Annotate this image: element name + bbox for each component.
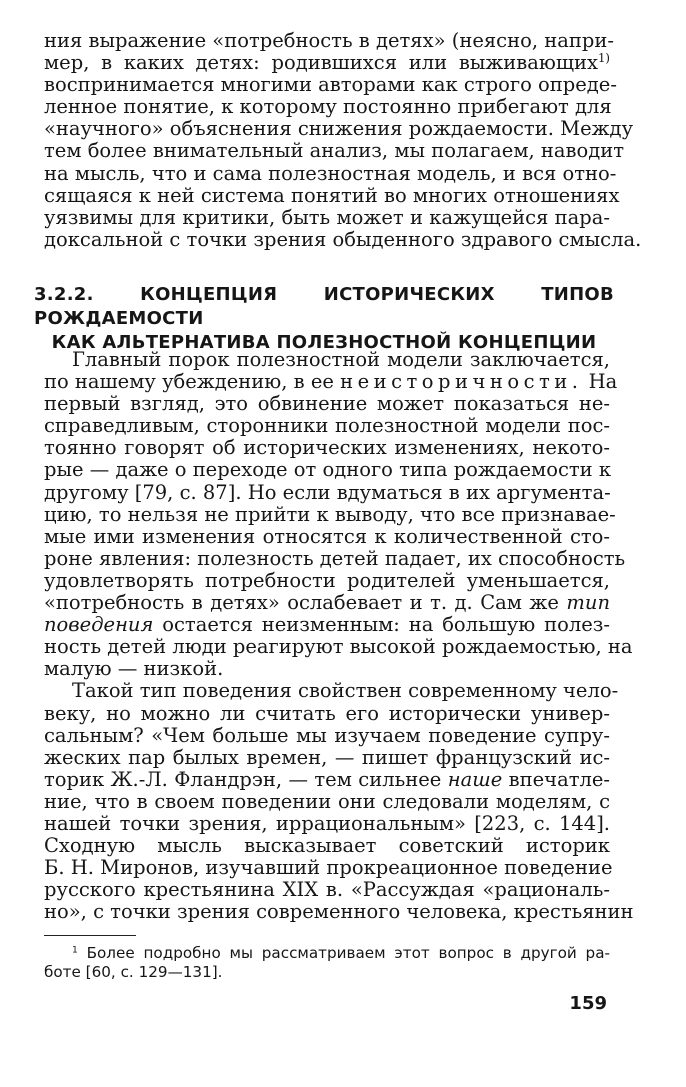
text-line: жеских пар былых времен, — пишет французский ис-	[44, 745, 610, 769]
footnote	[44, 944, 610, 982]
footnote-line: боте [60, с. 129—131].	[44, 963, 223, 981]
text-line: справедливым, сторонники полезностной модели пос-	[44, 414, 610, 438]
section-heading	[34, 283, 614, 355]
text-line: ние, что в своем поведении они следовали моделям, с	[44, 789, 610, 813]
text-line: ленное понятие, к которому постоянно прибегают для	[44, 95, 612, 119]
text-line: цию, то нельзя не прийти к выводу, что все признавае-	[44, 502, 616, 526]
text-line: сальным? «Чем больше мы изучаем поведение супру-	[44, 723, 610, 747]
text-line	[44, 52, 610, 74]
text-line: первый взгляд, это обвинение может показаться не-	[44, 392, 610, 416]
paragraph-top	[44, 29, 642, 251]
text-line: Такой тип поведения свойствен современному чело-	[72, 679, 619, 703]
section-heading-line-1: 3.2.2. КОНЦЕПЦИЯ ИСТОРИЧЕСКИХ ТИПОВ РОЖДАЕМОСТИ	[34, 284, 614, 329]
text-line: роне явления: полезность детей падает, их способность	[44, 546, 626, 570]
italic-word: тип	[566, 591, 610, 615]
text-line: Б. Н. Миронов, изучавший прокреационное поведение	[44, 856, 613, 880]
text-line: малую — низкой.	[44, 657, 224, 681]
footnote-marker: 1)	[598, 51, 610, 66]
text-line: доксальной с точки зрения обыденного здравого смысла.	[44, 227, 642, 251]
text-line	[44, 769, 610, 791]
text-line: удовлетворять потребности родителей уменьшается,	[44, 568, 610, 592]
text-line: ния выражение «потребность в детях» (неясно, напри-	[44, 29, 614, 52]
text-line	[44, 614, 610, 636]
text-span: остается неизменным: на большую полез-	[162, 613, 610, 637]
text-line: веку, но можно ли считать его исторически универ-	[44, 701, 610, 725]
footnote-line	[44, 944, 610, 963]
text-line: мые ими изменения относятся к количественной сто-	[44, 524, 610, 548]
text-line: другому [79, с. 87]. Но если вдуматься в их аргумента-	[44, 480, 611, 504]
italic-word: поведения	[44, 613, 154, 637]
text-line: ность детей люди реагируют высокой рождаемостью, на	[44, 635, 633, 659]
text-line: нашей точки зрения, иррациональным» [223, с. 144].	[44, 811, 610, 835]
text-line: Сходную мысль высказывает советский историк	[44, 834, 610, 858]
text-line: воспринимается многими авторами как строго опреде-	[44, 73, 617, 97]
text-line: на мысль, что и сама полезностная модель, и вся отно-	[44, 161, 617, 185]
emphasized-word: неисторичности.	[340, 370, 583, 394]
footnote-divider	[44, 935, 136, 936]
italic-word: наше	[447, 767, 503, 791]
section-heading-line-2: КАК АЛЬТЕРНАТИВА ПОЛЕЗНОСТНОЙ КОНЦЕПЦИИ	[51, 332, 597, 353]
text-span: торик Ж.-Л. Фландрэн, — тем сильнее	[44, 767, 442, 791]
text-line: тоянно говорят об исторических изменениях, некото-	[44, 436, 610, 460]
text-line: Главный порок полезностной модели заключается,	[72, 348, 610, 371]
footnote-text: Более подробно мы рассматриваем этот вопрос в другой ра-	[86, 944, 610, 962]
text-span: по нашему убеждению, в ее	[44, 370, 334, 394]
text-line	[44, 370, 618, 394]
text-line: сящаяся к ней система понятий во многих отношениях	[44, 183, 620, 207]
text-line-content: мер, в каких детях: родившихся или выживающих	[44, 51, 598, 75]
footnote-number: 1	[72, 945, 78, 956]
text-line: уязвимы для критики, быть может и кажущейся пара-	[44, 205, 610, 229]
text-span: «потребность в детях» ослабевает и т. д. Сам же	[44, 591, 559, 615]
text-line: русского крестьянина XIX в. «Рассуждая «рациональ-	[44, 878, 610, 902]
page-number: 159	[569, 993, 607, 1014]
text-span: впечатле-	[508, 767, 611, 791]
text-line	[44, 592, 610, 614]
text-line: «научного» объяснения снижения рождаемости. Между	[44, 117, 634, 141]
text-span: На	[588, 370, 618, 394]
text-line: тем более внимательный анализ, мы полагаем, наводит	[44, 139, 625, 163]
text-line: рые — даже о переходе от одного типа рождаемости к	[44, 458, 612, 482]
body-text	[44, 348, 634, 924]
text-line: но», с точки зрения современного человека, крестьянин	[44, 900, 634, 924]
